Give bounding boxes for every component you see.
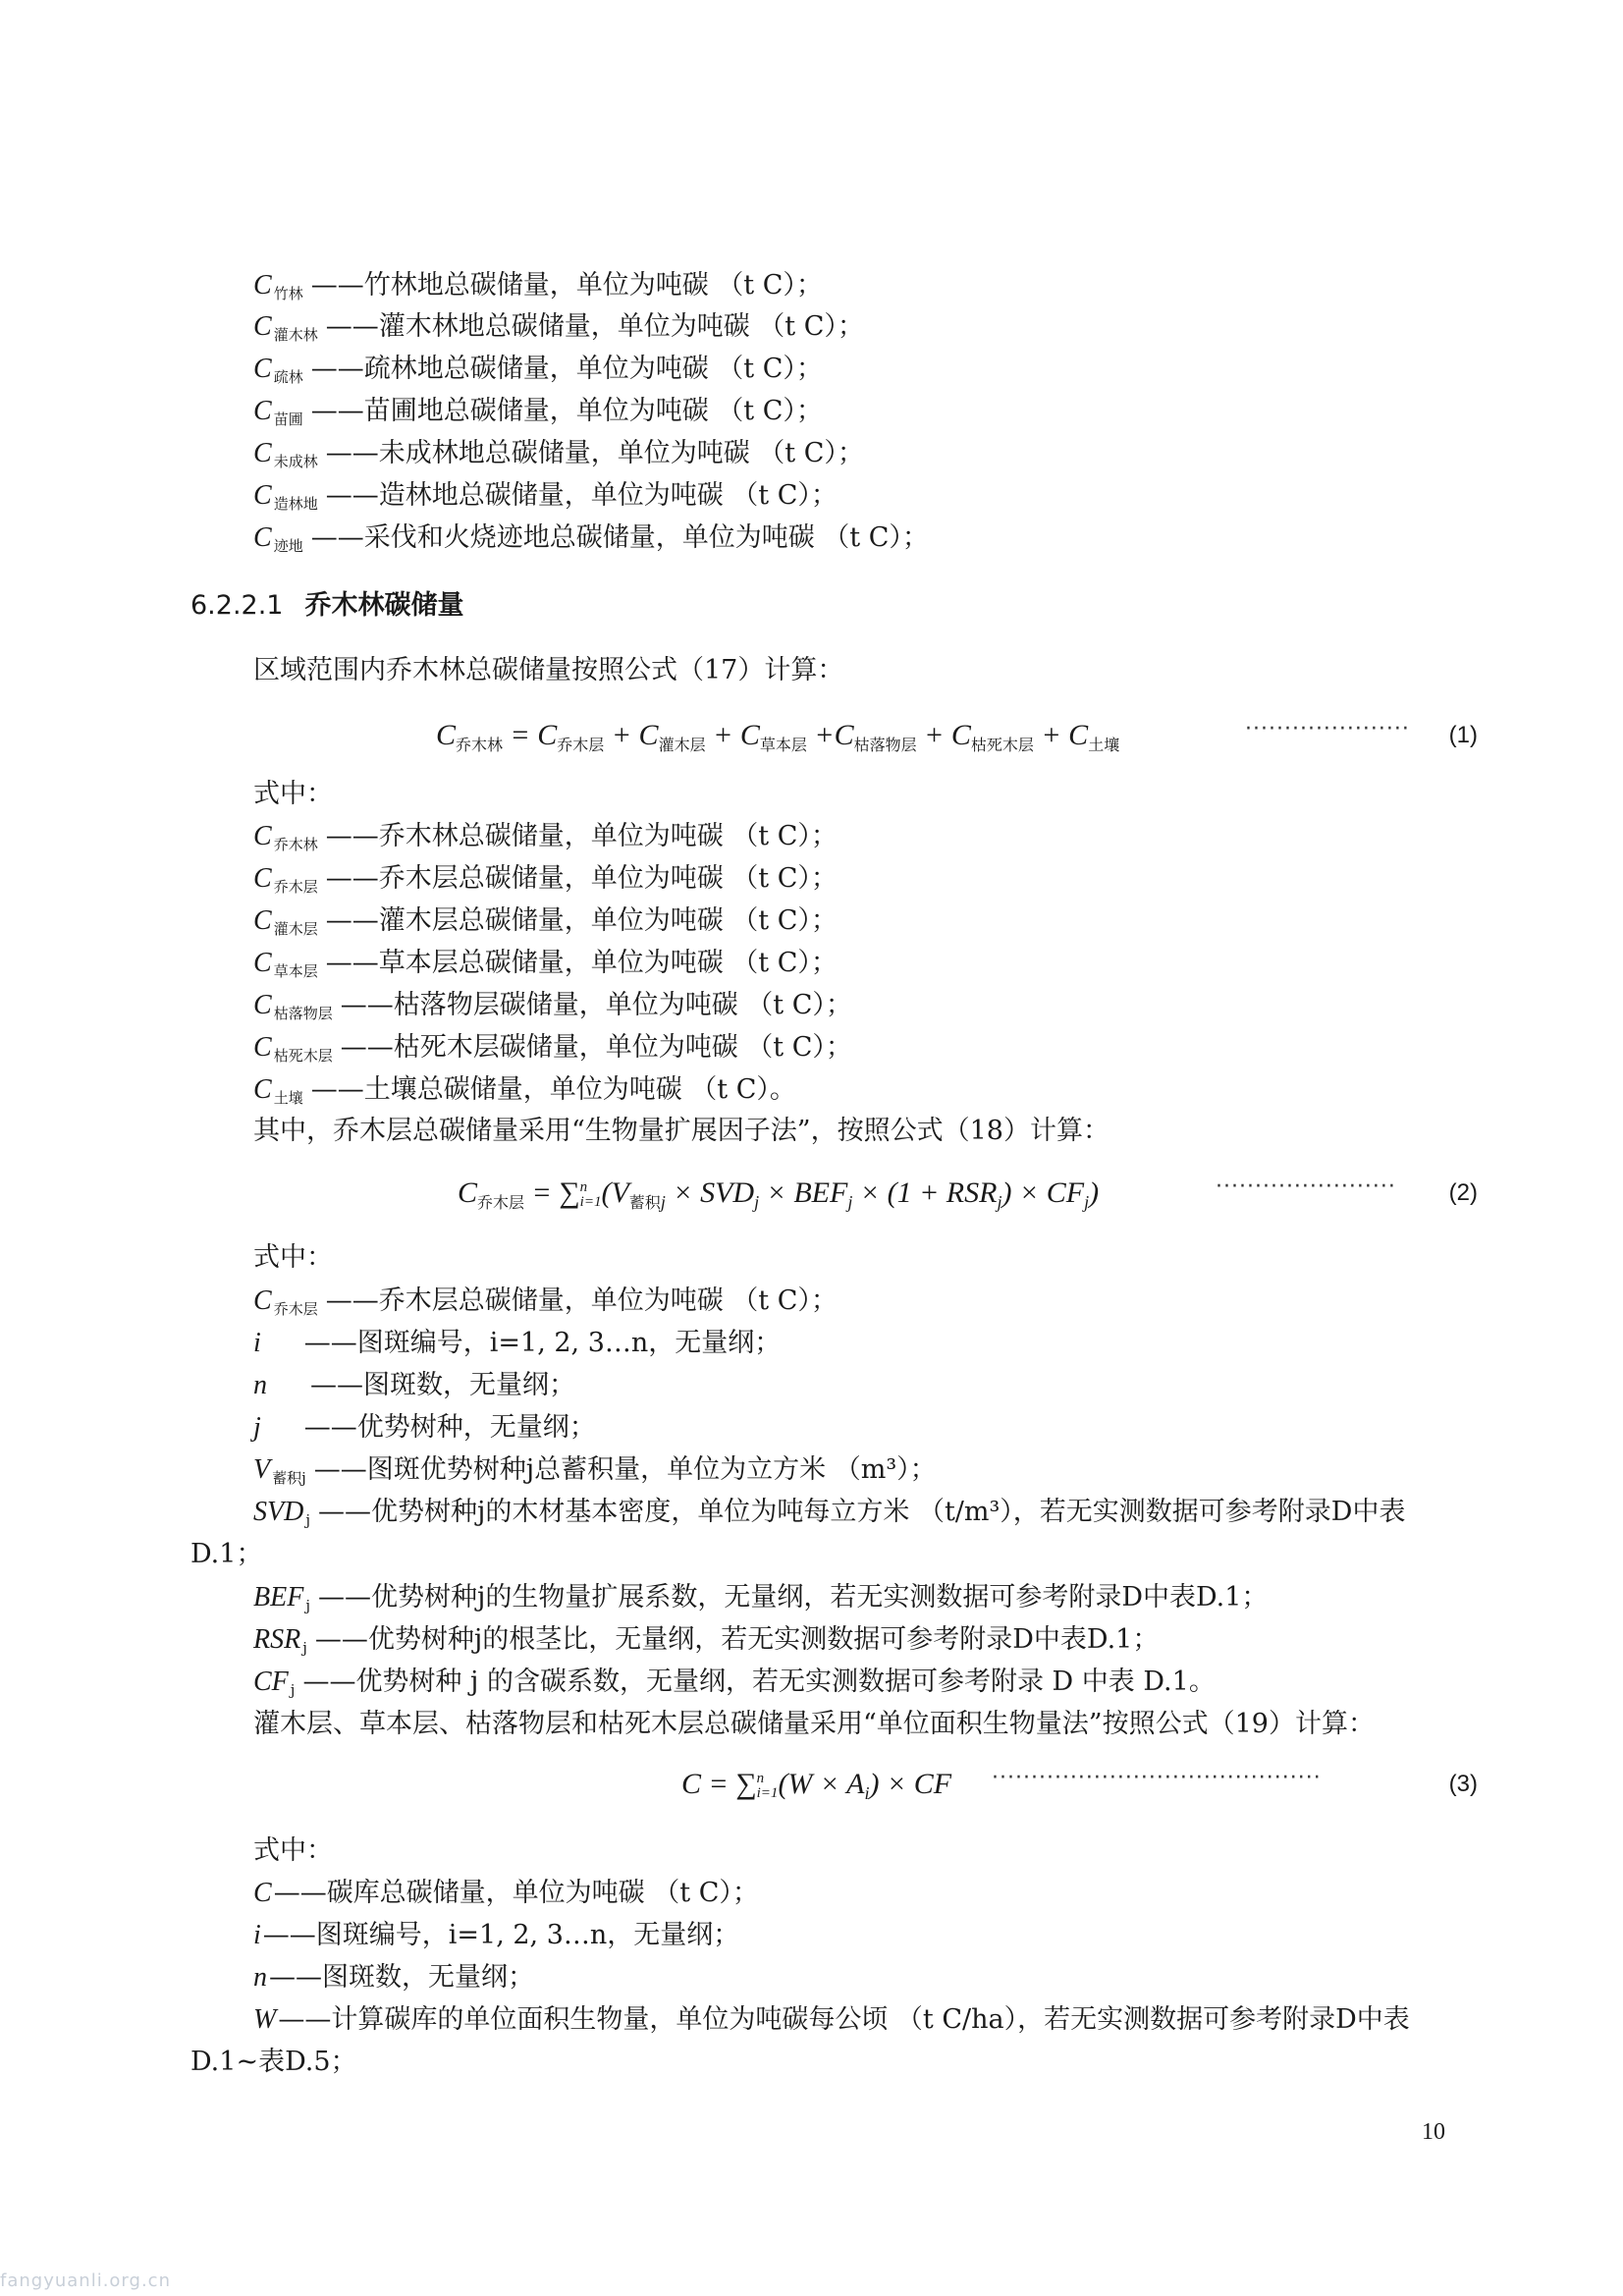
term-c-litter-layer: C 枯落物层 ——枯落物层碳储量，单位为吨碳 （t C）；	[253, 990, 852, 1022]
intro-paragraph-2: 其中，乔木层总碳储量采用“生物量扩展因子法”，按照公式（18）计算：	[253, 1116, 1109, 1146]
term-rsr: RSR j ——优势树种j的根茎比，无量纲，若无实测数据可参考附录D中表D.1；	[253, 1624, 1160, 1657]
term-c-shrub-layer: C 灌木层 ——灌木层总碳储量，单位为吨碳 （t C）；	[253, 905, 838, 938]
term-c-arbor-forest: C 乔木林 ——乔木林总碳储量，单位为吨碳 （t C）；	[253, 821, 838, 853]
term-svd: SVD j ——优势树种j的木材基本密度，单位为吨每立方米 （t/m³），若无实测数据可参考附录D中表	[253, 1497, 1406, 1529]
term-v-volume: V 蓄积j ——图斑优势树种j总蓄积量，单位为立方米 （m³）；	[253, 1454, 937, 1487]
term-bef: BEF j ——优势树种j的生物量扩展系数，无量纲，若无实测数据可参考附录D中表D.1；	[253, 1582, 1269, 1614]
section-heading: 6.2.2.1 乔木林碳储量	[190, 590, 464, 621]
term-j: j ——优势树种，无量纲；	[253, 1412, 596, 1443]
shizhong-label-3: 式中：	[253, 1835, 333, 1866]
term-c-arbor-layer-2: C 乔木层 ——乔木层总碳储量，单位为吨碳 （t C）；	[253, 1285, 838, 1318]
term-n: n ——图斑数，无量纲；	[253, 1370, 575, 1400]
page-number: 10	[1422, 2119, 1445, 2145]
formula-1-number: (1)	[1448, 722, 1478, 748]
term-c-cutover: C 迹地 ——采伐和火烧迹地总碳储量，单位为吨碳 （t C）；	[253, 522, 929, 555]
term-i-2: i——图斑编号，i=1, 2, 3…n，无量纲；	[253, 1920, 740, 1950]
intro-paragraph-3: 灌木层、草本层、枯落物层和枯死木层总碳储量采用“单位面积生物量法”按照公式（19）计算：	[253, 1709, 1375, 1739]
formula-2	[253, 1169, 1478, 1218]
formula-1-leader: ·····················	[1245, 717, 1410, 741]
watermark: fangyuanli.org.cn	[0, 2270, 171, 2291]
term-cf: CF j ——优势树种 j 的含碳系数，无量纲，若无实测数据可参考附录 D 中表 D.1。	[253, 1667, 1216, 1699]
formula-1-expression: $C_{乔木林} = C_{乔木层} + C_{灌木层} + C_{草本层} +C_{枯落物层} + C_{枯死木层} + C_{土壤}$	[436, 719, 1120, 754]
term-c-herb-layer: C 草本层 ——草本层总碳储量，单位为吨碳 （t C）；	[253, 948, 838, 980]
formula-1	[253, 711, 1478, 760]
formula-2-expression: $C_{乔木层} = \sum n$ $i=1(V_{蓄积j} \times SVD_j \times BEF_j \times (1 + RSR_j) \times CF_j)$	[458, 1176, 1100, 1212]
formula-2-number: (2)	[1448, 1179, 1478, 1206]
term-c-bamboo: C 竹林 ——竹林地总碳储量，单位为吨碳 （t C）；	[253, 270, 823, 302]
term-n-2: n——图斑数，无量纲；	[253, 1962, 534, 1993]
term-c-sparse-forest: C 疏林 ——疏林地总碳储量，单位为吨碳 （t C）；	[253, 354, 823, 386]
term-i: i ——图斑编号，i=1, 2, 3…n，无量纲；	[253, 1328, 782, 1358]
term-c-shrub-forest: C 灌木林 ——灌木林地总碳储量，单位为吨碳 （t C）；	[253, 311, 864, 344]
term-c-nursery: C 苗圃 ——苗圃地总碳储量，单位为吨碳 （t C）；	[253, 396, 823, 428]
formula-3-leader: ··········································	[992, 1766, 1322, 1790]
term-c-soil: C 土壤 ——土壤总碳储量，单位为吨碳 （t C）。	[253, 1074, 796, 1107]
term-c-immature: C 未成林 ——未成林地总碳储量，单位为吨碳 （t C）；	[253, 438, 864, 470]
continuation-2: D.1~表D.5；	[190, 2047, 357, 2077]
continuation-1: D.1；	[190, 1539, 263, 1569]
formula-2-leader: ·······················	[1216, 1175, 1396, 1199]
formula-3-expression: C = ∑n $i=1(W \times A_i)$ × CF	[681, 1768, 952, 1803]
intro-paragraph-1: 区域范围内乔木林总碳储量按照公式（17）计算：	[253, 655, 844, 685]
formula-3-number: (3)	[1448, 1771, 1478, 1797]
term-c-arbor-layer: C 乔木层 ——乔木层总碳储量，单位为吨碳 （t C）；	[253, 863, 838, 896]
term-c-deadwood-layer: C 枯死木层 ——枯死木层碳储量，单位为吨碳 （t C）；	[253, 1032, 852, 1065]
shizhong-label-2: 式中：	[253, 1242, 333, 1273]
shizhong-label-1: 式中：	[253, 779, 333, 809]
term-c-afforestation: C 造林地 ——造林地总碳储量，单位为吨碳 （t C）；	[253, 480, 838, 513]
term-w: W——计算碳库的单位面积生物量，单位为吨碳每公顷 （t C/ha），若无实测数据可参考附录D中表	[253, 2004, 1410, 2035]
term-c-pool: C——碳库总碳储量，单位为吨碳 （t C）；	[253, 1878, 759, 1908]
formula-3	[253, 1760, 1478, 1809]
